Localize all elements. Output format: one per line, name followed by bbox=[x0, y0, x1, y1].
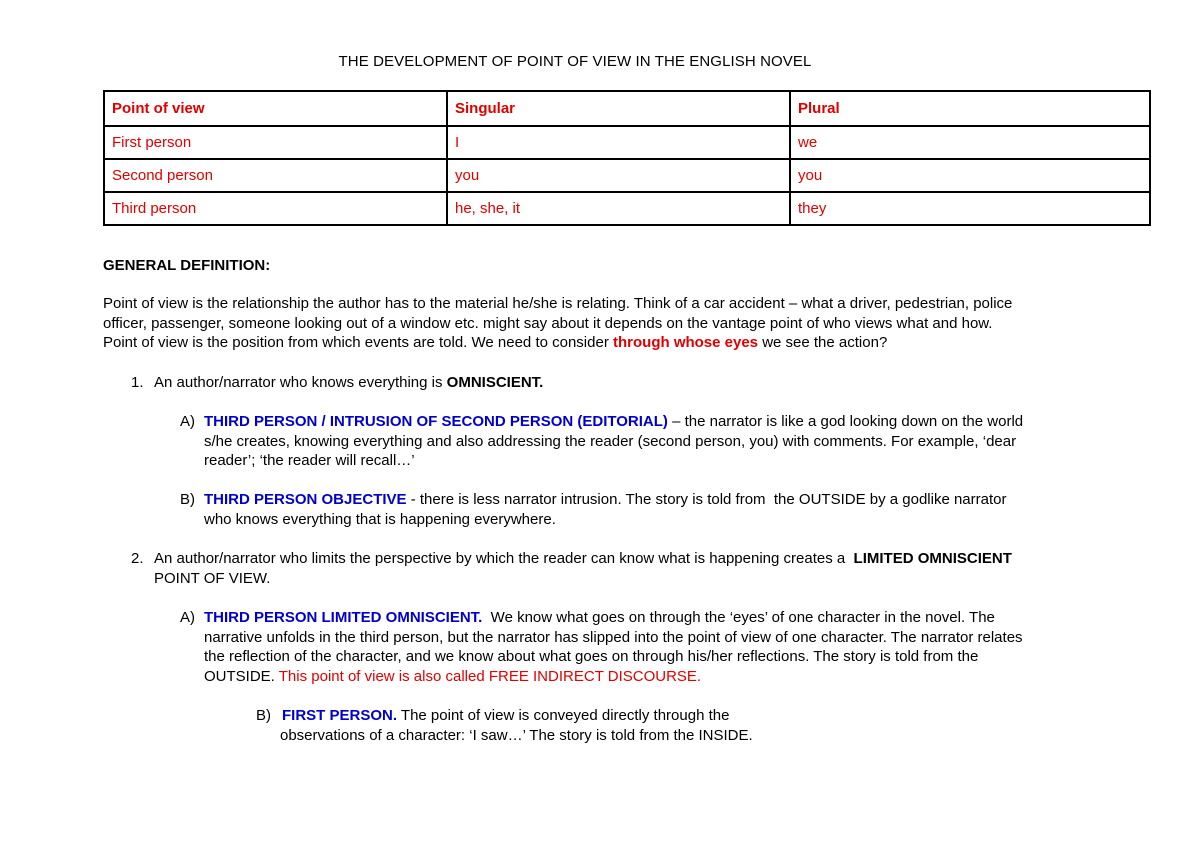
sublist-text: The point of view is conveyed directly through the bbox=[397, 707, 730, 724]
sublist-line: s/he creates, knowing everything and also addressing the reader (second person, you) with comments. For example, ‘dear bbox=[204, 432, 1017, 450]
sublist-heading: THIRD PERSON OBJECTIVE bbox=[204, 491, 407, 508]
table-cell: we bbox=[790, 126, 1150, 159]
sublist-heading: THIRD PERSON / INTRUSION OF SECOND PERSON (EDITORIAL) bbox=[204, 413, 668, 430]
sublist-text: We know what goes on through the ‘eyes’ of one character in the novel. The bbox=[482, 609, 995, 626]
list-item-line: POINT OF VIEW. bbox=[154, 569, 271, 587]
sublist-line: observations of a character: ‘I saw…’ The story is told from the INSIDE. bbox=[280, 726, 753, 744]
sublist-marker: A) bbox=[180, 609, 195, 626]
pronoun-table bbox=[103, 90, 1151, 226]
definition-text: we see the action? bbox=[758, 334, 888, 351]
sublist-line bbox=[204, 412, 1023, 432]
sublist-line bbox=[282, 706, 729, 726]
table-header-cell: Plural bbox=[790, 91, 1150, 126]
table-header-cell: Singular bbox=[447, 91, 790, 126]
item-emphasis: OMNISCIENT. bbox=[446, 374, 544, 391]
sublist-line bbox=[204, 667, 701, 687]
sublist-line: reader’; ‘the reader will recall…’ bbox=[204, 452, 415, 469]
sublist-heading: THIRD PERSON LIMITED OMNISCIENT. bbox=[204, 609, 483, 626]
sublist-line: the reflection of the character, and we know about what goes on through his/her reflections. The story is told from the bbox=[204, 648, 979, 665]
sublist-marker: B) bbox=[180, 491, 195, 508]
table-header-cell: Point of view bbox=[104, 91, 447, 126]
definition-line bbox=[103, 333, 887, 353]
table-cell: he, she, it bbox=[447, 192, 790, 225]
sublist-text: - there is less narrator intrusion. The story is told from the OUTSIDE by a godlike narrator bbox=[406, 491, 1007, 508]
list-marker: 2. bbox=[131, 550, 144, 567]
general-definition-heading: GENERAL DEFINITION: bbox=[103, 257, 271, 274]
item-emphasis: LIMITED OMNISCIENT bbox=[853, 550, 1012, 567]
sublist-marker: B) bbox=[256, 707, 271, 724]
definition-text: Point of view is the position from which events are told. We need to consider bbox=[103, 334, 613, 351]
table-cell: First person bbox=[104, 126, 447, 159]
definition-line: Point of view is the relationship the author has to the material he/she is relating. Think of a car accident – what a driver, pedestrian, police bbox=[103, 295, 1013, 312]
sublist-line bbox=[204, 608, 995, 628]
table-cell: you bbox=[447, 159, 790, 192]
sublist-text: OUTSIDE. bbox=[204, 667, 279, 685]
table-row bbox=[104, 159, 1150, 192]
sublist-red-note: This point of view is also called FREE INDIRECT DISCOURSE. bbox=[278, 667, 702, 685]
table-cell: I bbox=[447, 126, 790, 159]
definition-line: officer, passenger, someone looking out of a window etc. might say about it depends on the vantage point of who views what and how. bbox=[103, 314, 993, 332]
table-cell: Second person bbox=[104, 159, 447, 192]
sublist-marker: A) bbox=[180, 413, 195, 430]
item-text: An author/narrator who limits the perspective by which the reader can know what is happening creates a bbox=[154, 550, 854, 567]
sublist-line: narrative unfolds in the third person, but the narrator has slipped into the point of view of one character. The narrator relates bbox=[204, 628, 1023, 646]
definition-emphasis: through whose eyes bbox=[613, 334, 759, 351]
page-title: THE DEVELOPMENT OF POINT OF VIEW IN THE ENGLISH NOVEL bbox=[338, 53, 812, 70]
item-text: An author/narrator who knows everything is bbox=[154, 374, 447, 391]
sublist-heading: FIRST PERSON. bbox=[282, 707, 398, 724]
table-cell: Third person bbox=[104, 192, 447, 225]
list-marker: 1. bbox=[131, 374, 144, 391]
table-cell: they bbox=[790, 192, 1150, 225]
table-header-row bbox=[104, 91, 1150, 126]
list-item-text bbox=[154, 373, 543, 393]
table-row bbox=[104, 126, 1150, 159]
table-cell: you bbox=[790, 159, 1150, 192]
list-item-text bbox=[154, 549, 1012, 569]
table-row bbox=[104, 192, 1150, 225]
sublist-text: – the narrator is like a god looking down on the world bbox=[667, 413, 1024, 430]
sublist-line: who knows everything that is happening everywhere. bbox=[204, 510, 556, 528]
sublist-line bbox=[204, 490, 1007, 510]
